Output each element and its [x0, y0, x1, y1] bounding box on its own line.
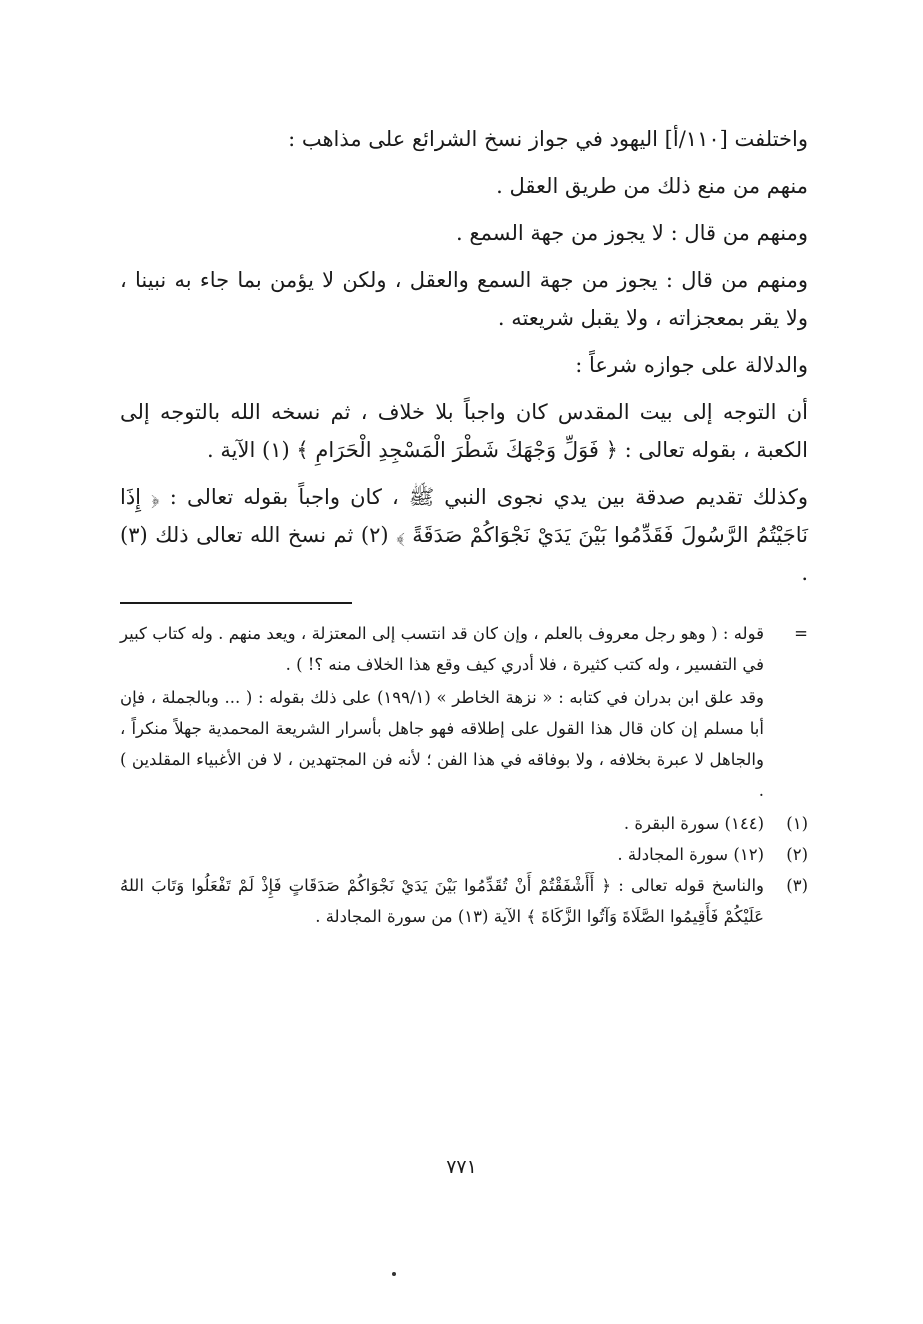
footnote-separator	[120, 602, 352, 604]
paragraph: واختلفت [١١٠/أ] اليهود في جواز نسخ الشرائع على مذاهب :	[288, 127, 808, 151]
paragraph: وكذلك تقديم صدقة بين يدي نجوى النبي ﷺ ، كان واجباً بقوله تعالى : ﴿ إِذَا نَاجَيْتُمُ الرَّسُولَ فَقَدِّمُوا بَيْنَ يَدَيْ نَجْوَاكُمْ صَدَقَةً ﴾ (٢) ثم نسخ الله تعالى ذلك (٣) .	[120, 485, 808, 585]
main-text	[120, 120, 808, 592]
scan-mark	[392, 1272, 396, 1276]
footnote-paragraph: قوله : ( وهو رجل معروف بالعلم ، وإن كان قد انتسب إلى المعتزلة ، ويعد منهم . وله كتاب كبير في التفسير ، وله كتب كثيرة ، فلا أدري كيف وقع هذا الخلاف منه ؟! ) .	[120, 624, 764, 674]
footnote-continuation	[120, 618, 808, 808]
footnote-marker: (١)	[786, 814, 808, 833]
paragraph: والدلالة على جوازه شرعاً :	[575, 353, 808, 377]
page-number: ٧٧١	[446, 1156, 477, 1178]
footnote-text: (١٢) سورة المجادلة .	[617, 845, 764, 864]
footnote-paragraph: وقد علق ابن بدران في كتابه : « نزهة الخاطر » (١٩٩/١) على ذلك بقوله : ( ... وبالجملة ، فإن أبا مسلم إن كان قال هذا القول على إطلاقه فهو جاهل بأسرار الشريعة المحمدية جهلاً منكراً ، والجاهل لا عبرة بخلافه ، ولا بوفاقه في هذا الفن ؛ لأنه فن المجتهدين ، لا فن الأغبياء المقلدين ) .	[120, 688, 764, 800]
footnotes	[120, 618, 808, 932]
paragraph: ومنهم من قال : لا يجوز من جهة السمع .	[456, 221, 808, 245]
footnote-marker: (٢)	[786, 845, 808, 864]
footnote-item	[120, 839, 808, 870]
footnote-text: والناسخ قوله تعالى : ﴿ أَأَشْفَقْتُمْ أَنْ تُقَدِّمُوا بَيْنَ يَدَيْ نَجْوَاكُمْ صَدَقَاتٍ فَإِذْ لَمْ تَفْعَلُوا وَتَابَ اللهُ عَلَيْكُمْ فَأَقِيمُوا الصَّلَاةَ وَآتُوا الزَّكَاةَ ﴾ الآية (١٣) من سورة المجادلة .	[120, 876, 764, 926]
footnote-text: (١٤٤) سورة البقرة .	[623, 814, 764, 833]
continuation-marker: =	[794, 624, 808, 643]
paragraph: منهم من منع ذلك من طريق العقل .	[496, 174, 808, 198]
footnote-item	[120, 808, 808, 839]
paragraph: أن التوجه إلى بيت المقدس كان واجباً بلا خلاف ، ثم نسخه الله بالتوجه إلى الكعبة ، بقوله تعالى : ﴿ فَوَلِّ وَجْهَكَ شَطْرَ الْمَسْجِدِ الْحَرَامِ ﴾ (١) الآية .	[120, 400, 808, 462]
page-content	[120, 120, 808, 932]
footnote-marker: (٣)	[786, 876, 808, 895]
footnote-item	[120, 870, 808, 932]
paragraph: ومنهم من قال : يجوز من جهة السمع والعقل ، ولكن لا يؤمن بما جاء به نبينا ، ولا يقر بمعجزاته ، ولا يقبل شريعته .	[120, 268, 808, 330]
